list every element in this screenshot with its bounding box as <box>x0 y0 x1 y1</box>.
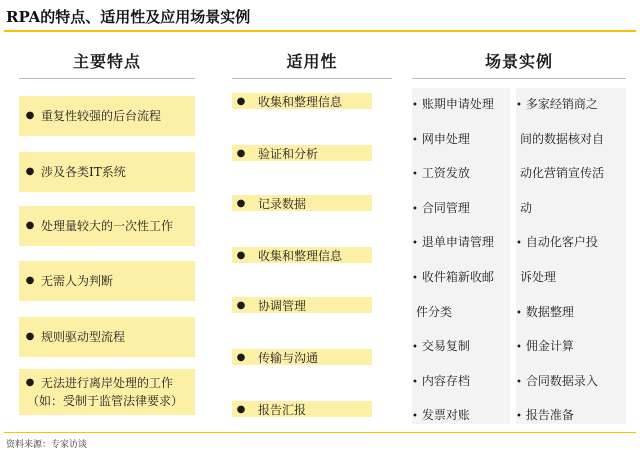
list-item: • 佣金计算 <box>516 339 574 354</box>
applicability-text: 验证和分析 <box>258 146 319 161</box>
bullet-icon: ● <box>236 249 246 261</box>
bullet-icon: ● <box>236 95 246 107</box>
bullet-icon: ● <box>236 197 246 209</box>
scenario-list-left <box>412 88 510 424</box>
list-item: 动 <box>520 200 533 215</box>
bullet-icon: ● <box>25 110 35 121</box>
bullet-icon: ● <box>25 377 35 388</box>
applicability-text: 传输与沟通 <box>258 350 319 365</box>
bullet-icon: ● <box>25 166 35 177</box>
applicability-text: 记录数据 <box>258 196 307 211</box>
applicability-text: 协调管理 <box>258 298 307 313</box>
title-divider <box>4 30 636 32</box>
list-item: • 自动化客户投 <box>516 235 598 250</box>
feature-text-line1: 无法进行离岸处理的工作 <box>41 376 174 390</box>
header-features: 主要特点 <box>72 51 141 71</box>
list-item: • 交易复制 <box>412 339 470 354</box>
applicability-item <box>232 247 372 263</box>
feature-item <box>19 96 195 136</box>
bullet-icon: ● <box>236 147 246 159</box>
list-item: • 发票对账 <box>412 408 470 423</box>
feature-text: 无需人为判断 <box>41 274 114 288</box>
list-item: • 合同数据录入 <box>516 373 598 388</box>
bullet-icon: ● <box>25 331 35 342</box>
list-item: • 报告准备 <box>516 408 574 423</box>
header-applicability-rule <box>232 78 392 79</box>
applicability-item <box>232 297 372 313</box>
list-item: • 收件箱新收邮 <box>412 269 494 284</box>
applicability-text: 收集和整理信息 <box>258 94 343 109</box>
page-title: RPA的特点、适用性及应用场景实例 <box>6 8 251 26</box>
feature-item <box>19 369 195 415</box>
list-item: 件分类 <box>416 304 453 319</box>
list-item: 动化营销宣传活 <box>520 166 605 181</box>
header-features-rule <box>19 78 195 79</box>
list-item: 间的数据核对自 <box>520 131 605 146</box>
list-item: • 网申处理 <box>412 131 470 146</box>
feature-item <box>19 261 195 301</box>
list-item: • 退单申请管理 <box>412 235 494 250</box>
list-item: • 数据整理 <box>516 304 574 319</box>
list-item: • 内容存档 <box>412 373 470 388</box>
header-scenarios-rule <box>412 78 626 79</box>
feature-item <box>19 317 195 357</box>
bullet-icon: ● <box>236 403 246 415</box>
applicability-item <box>232 93 372 109</box>
list-item: • 合同管理 <box>412 200 470 215</box>
header-scenarios: 场景实例 <box>484 51 553 71</box>
feature-text: 处理量较大的一次性工作 <box>41 219 174 233</box>
list-item: 诉处理 <box>520 269 557 284</box>
applicability-item <box>232 145 372 161</box>
applicability-item <box>232 349 372 365</box>
feature-text-line2: （如：受制于监管法律要求） <box>27 394 184 408</box>
applicability-item <box>232 401 372 417</box>
source-note: 资料来源：专家访谈 <box>6 440 88 450</box>
bullet-icon: ● <box>236 351 246 363</box>
bullet-icon: ● <box>236 299 246 311</box>
header-applicability: 适用性 <box>286 51 338 71</box>
feature-text <box>27 369 195 410</box>
footer-divider <box>4 432 636 433</box>
scenario-list-right <box>516 88 626 424</box>
list-item: • 多家经销商之 <box>516 97 598 111</box>
feature-text: 规则驱动型流程 <box>41 330 126 344</box>
feature-text: 重复性较强的后台流程 <box>41 109 162 123</box>
feature-text: 涉及各类IT系统 <box>41 165 126 179</box>
applicability-item <box>232 195 372 211</box>
feature-item <box>19 206 195 246</box>
bullet-icon: ● <box>25 275 35 286</box>
list-item: • 工资发放 <box>412 166 470 181</box>
applicability-text: 报告汇报 <box>258 402 307 417</box>
list-item: • 账期申请处理 <box>412 97 494 111</box>
bullet-icon: ● <box>25 220 35 231</box>
feature-item <box>19 152 195 192</box>
applicability-text: 收集和整理信息 <box>258 248 343 263</box>
